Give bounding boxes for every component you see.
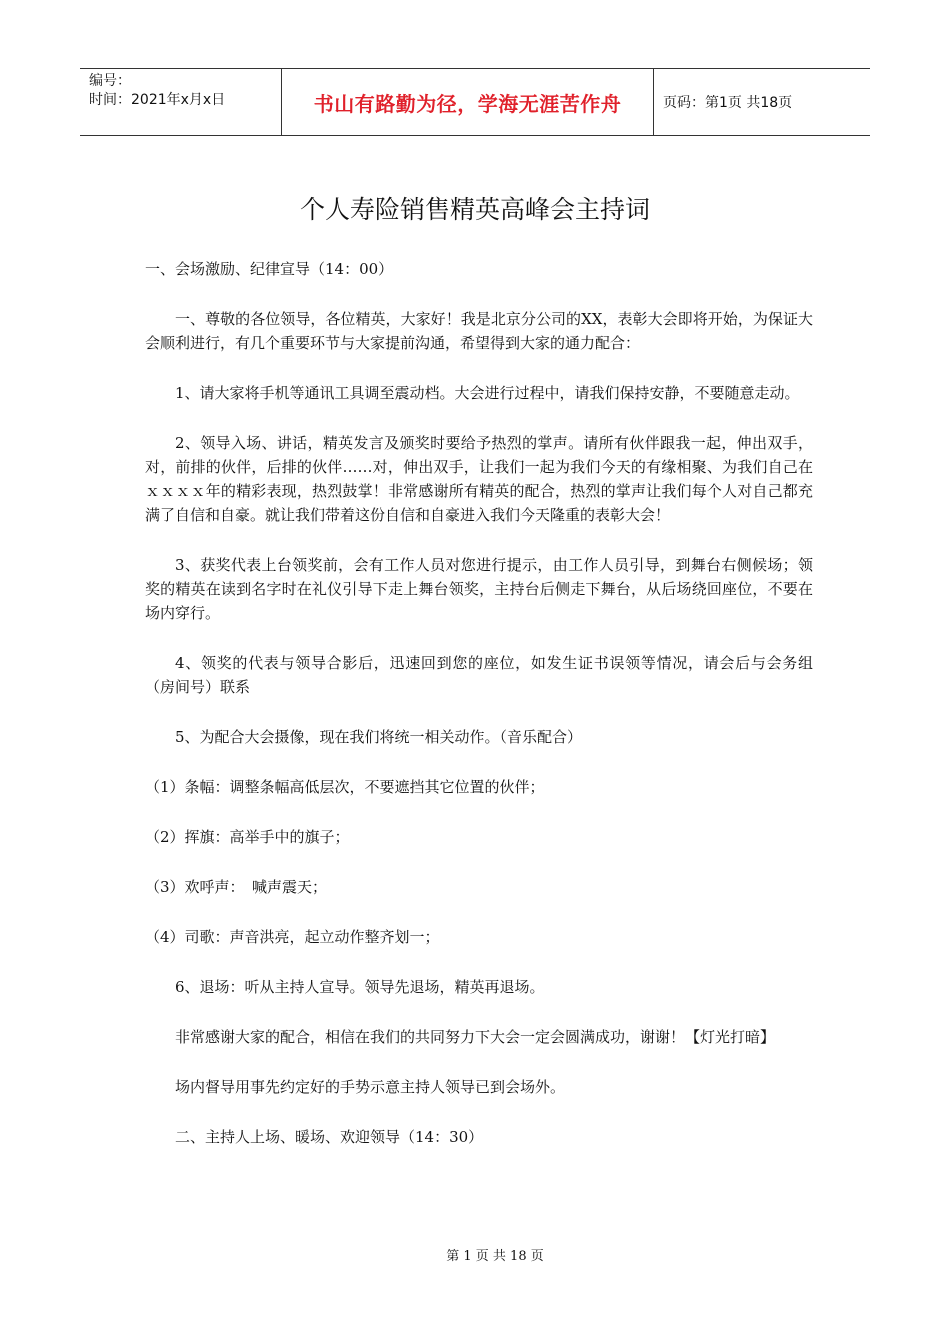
number-label: 编号：	[89, 73, 131, 89]
paragraph: 场内督导用事先约定好的手势示意主持人领导已到会场外。	[175, 1078, 566, 1096]
paragraph: 5、为配合大会摄像，现在我们将统一相关动作。（音乐配合）	[175, 728, 583, 746]
list-item: （3）欢呼声： 喊声震天；	[145, 878, 328, 896]
list-item: （1）条幅：调整条幅高低层次，不要遮挡其它位置的伙伴；	[145, 778, 545, 796]
paragraph: 3、获奖代表上台领奖前，会有工作人员对您进行提示，由工作人员引导，到舞台右侧候场；领奖的精英在读到名字时在礼仪引导下走上舞台领奖，主持台后侧走下舞台，从后场绕回座位，不要在场内穿行。	[145, 556, 813, 622]
document-title: 个人寿险销售精英高峰会主持词	[299, 195, 650, 224]
time-label: 时间：2021年x月x日	[89, 92, 226, 108]
page-footer: 第 1 页 共 18 页	[446, 1249, 544, 1264]
paragraph: 6、退场：听从主持人宣导。领导先退场，精英再退场。	[175, 978, 545, 996]
paragraph: 4、领奖的代表与领导合影后，迅速回到您的座位，如发生证书误领等情况，请会后与会务组（房间号）联系	[145, 654, 813, 696]
section-heading: 一、会场激励、纪律宣导（14：00）	[145, 260, 394, 278]
document-header	[80, 68, 870, 136]
list-item: （4）司歌：声音洪亮，起立动作整齐划一；	[145, 928, 440, 946]
section-heading: 二、主持人上场、暖场、欢迎领导（14：30）	[175, 1128, 484, 1146]
paragraph: 1、请大家将手机等通讯工具调至震动档。大会进行过程中，请我们保持安静，不要随意走动。	[175, 384, 800, 402]
paragraph: 非常感谢大家的配合，相信在我们的共同努力下大会一定会圆满成功，谢谢！【灯光打暗】	[175, 1028, 776, 1046]
header-page-info: 页码：第1页 共18页	[663, 95, 793, 111]
document-body	[145, 257, 813, 1149]
paragraph: 2、领导入场、讲话，精英发言及颁奖时要给予热烈的掌声。请所有伙伴跟我一起，伸出双手，对，前排的伙伴，后排的伙伴……对，伸出双手，让我们一起为我们今天的有缘相聚、为我们自己在ｘｘｘｘ年的精彩表现，热烈鼓掌！非常感谢所有精英的配合，热烈的掌声让我们每个人对自己都充满了自信和自豪。就让我们带着这份自信和自豪进入我们今天隆重的表彰大会！	[145, 434, 813, 524]
list-item: （2）挥旗：高举手中的旗子；	[145, 828, 350, 846]
header-meta	[80, 69, 281, 135]
paragraph: 一、尊敬的各位领导，各位精英，大家好！我是北京分公司的XX，表彰大会即将开始，为保证大会顺利进行，有几个重要环节与大家提前沟通，希望得到大家的通力配合：	[145, 310, 813, 352]
header-motto: 书山有路勤为径，学海无涯苦作舟	[281, 69, 654, 135]
